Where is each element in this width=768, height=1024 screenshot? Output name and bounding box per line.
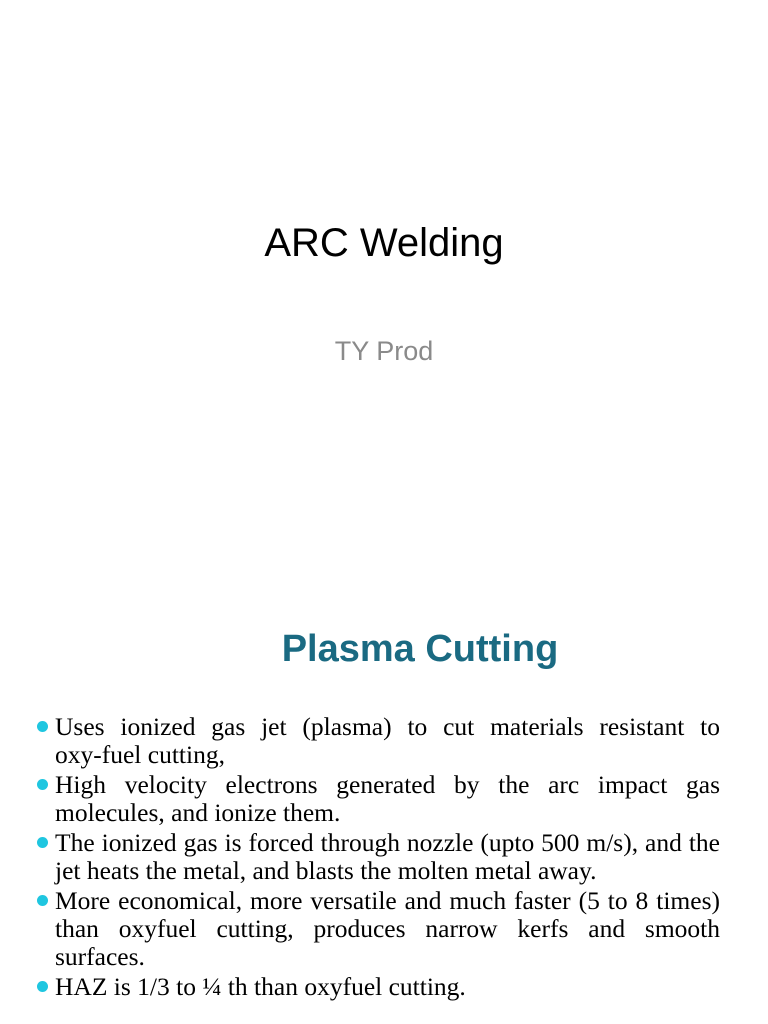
bullet-item (37, 973, 720, 1001)
bullet-item (37, 887, 720, 971)
bullet-text: Uses ionized gas jet (plasma) to cut materials resistant to oxy‑fuel cutting, (55, 712, 720, 769)
bullet-dot-icon (37, 981, 48, 992)
bullet-dot-icon (37, 721, 48, 732)
bullet-text: The ionized gas is forced through nozzle (upto 500 m/s), and the jet heats the metal, and blasts the molten metal away. (55, 828, 720, 885)
bullet-dot-icon (37, 779, 48, 790)
bullet-item (37, 713, 720, 769)
slide-subtitle: TY Prod (334, 336, 434, 366)
content-slide (0, 576, 768, 1024)
bullet-item (37, 771, 720, 827)
bullet-dot-icon (37, 895, 48, 906)
bullet-list (37, 713, 720, 1003)
bullet-dot-icon (37, 837, 48, 848)
bullet-text: High velocity electrons generated by the arc impact gas molecules, and ionize them. (55, 770, 720, 827)
slide-heading: Plasma Cutting (281, 628, 559, 670)
bullet-text: More economical, more versatile and much faster (5 to 8 times) than oxyfuel cutting, produces narrow kerfs and smooth surfaces. (55, 886, 720, 971)
bullet-text: HAZ is 1/3 to ¼ th than oxyfuel cutting. (55, 972, 466, 1001)
slide-title: ARC Welding (264, 221, 504, 265)
bullet-item (37, 829, 720, 885)
